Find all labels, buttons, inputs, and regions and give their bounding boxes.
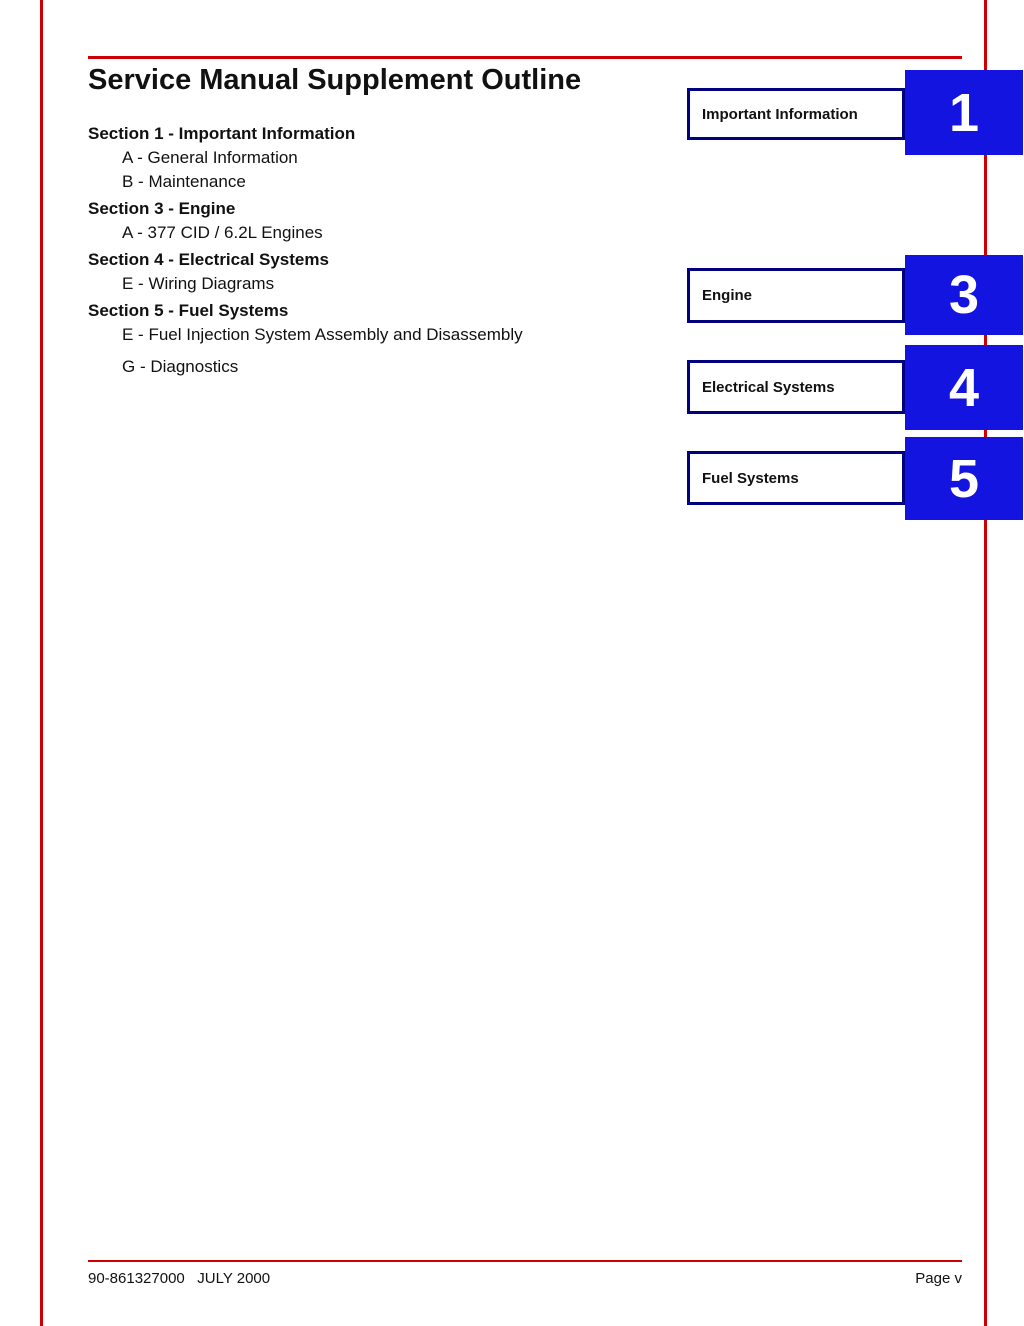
right-border-rule	[984, 0, 987, 1326]
left-border-rule	[40, 0, 43, 1326]
outline-section-4	[88, 248, 648, 296]
section-heading: Section 5 - Fuel Systems	[88, 301, 289, 320]
tab-label-text: Fuel Systems	[702, 469, 799, 487]
tab-number-4: 4	[905, 345, 1023, 430]
section-heading: Section 3 - Engine	[88, 199, 236, 218]
tab-label-text: Important Information	[702, 105, 858, 123]
tab-number-5: 5	[905, 437, 1023, 520]
tab-label-important-information	[687, 88, 905, 140]
outline	[88, 122, 648, 382]
section-item: A - General Information	[122, 148, 298, 167]
section-heading: Section 4 - Electrical Systems	[88, 250, 329, 269]
footer-document-number: 90-861327000 JULY 2000	[88, 1270, 271, 1287]
outline-section-3	[88, 197, 648, 245]
tab-number-3: 3	[905, 255, 1023, 335]
footer-page-number: Page v	[915, 1270, 962, 1287]
tab-label-fuel-systems	[687, 451, 905, 505]
tab-label-text: Engine	[702, 287, 753, 304]
section-heading: Section 1 - Important Information	[88, 124, 356, 143]
outline-section-5	[88, 299, 648, 379]
section-item: G - Diagnostics	[122, 357, 239, 376]
tab-label-engine	[687, 268, 905, 323]
tab-label-electrical-systems	[687, 360, 905, 414]
top-rule	[88, 56, 962, 59]
tab-label-text: Electrical Systems	[702, 378, 835, 396]
outline-section-1	[88, 122, 648, 194]
section-item: A - 377 CID / 6.2L Engines	[122, 223, 323, 242]
section-item: E - Fuel Injection System Assembly and Disassembly	[122, 325, 523, 344]
tab-number-1: 1	[905, 70, 1023, 155]
section-item: B - Maintenance	[122, 172, 246, 191]
section-item: E - Wiring Diagrams	[122, 274, 275, 293]
footer-rule	[88, 1260, 962, 1262]
page-title: Service Manual Supplement Outline	[88, 64, 582, 96]
